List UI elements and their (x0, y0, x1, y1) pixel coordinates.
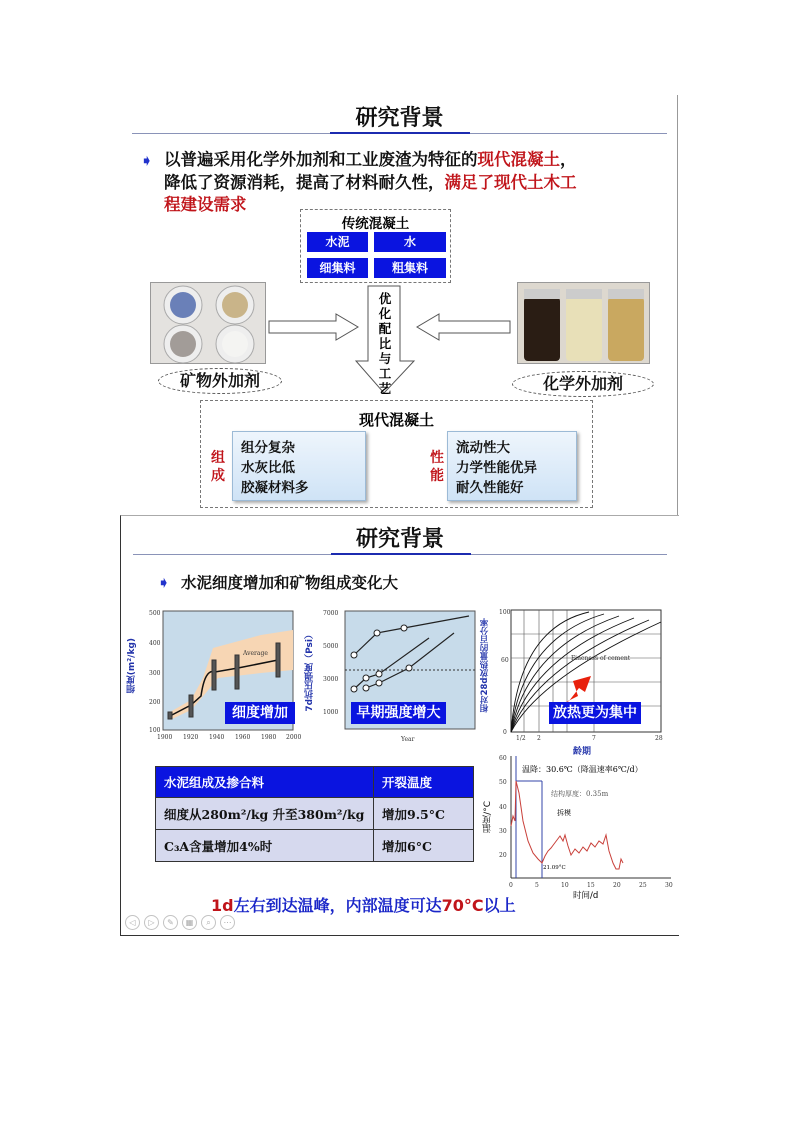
text-highlight: 70°C (441, 896, 484, 915)
chart-tag: 早期强度增大 (351, 702, 446, 724)
y-axis-label: 细度(m²/kg) (127, 638, 137, 694)
composition-list (232, 431, 366, 501)
x-tick: 1980 (261, 734, 277, 741)
text-highlight: 满足了现代土木工 (444, 172, 577, 192)
strength-chart (305, 608, 480, 748)
process-label: 优化配比与工艺 (378, 291, 392, 396)
zoom-icon[interactable]: ⌕ (201, 915, 216, 930)
list-item: 流动性大 (456, 440, 510, 456)
y-tick: 400 (149, 640, 161, 647)
x-axis-label: 时间/d (573, 891, 599, 901)
chemical-admixture-label: 化学外加剂 (512, 371, 654, 397)
arrow-bullet-icon: ➧ (157, 573, 171, 592)
list-item: 组分复杂 (241, 440, 295, 456)
y-tick: 30 (499, 828, 507, 835)
text: 降低了资源消耗，提高了材料耐久性， (164, 172, 445, 192)
x-tick: 2000 (286, 734, 302, 741)
header-cell: 水泥组成及掺合料 (156, 767, 374, 798)
divider-accent (330, 132, 470, 134)
y-axis-label: 7d抗压强度（Psi） (305, 630, 315, 712)
slide-title: 研究背景 (355, 527, 444, 552)
header-cell: 开裂温度 (374, 767, 474, 798)
x-tick: 30 (665, 882, 673, 889)
demold-label: 拆模 (557, 809, 571, 817)
performance-list (447, 431, 577, 501)
x-tick: 1940 (209, 734, 225, 741)
x-tick: 5 (535, 882, 539, 889)
slide-2 (120, 515, 679, 936)
y-tick: 7000 (323, 610, 339, 617)
bullet-text (164, 149, 674, 217)
list-item: 力学性能优异 (456, 460, 537, 476)
temperature-chart (481, 751, 676, 901)
fineness-chart (127, 608, 313, 743)
composition-label: 组成 (211, 450, 225, 484)
text: 以普遍采用化学外加剂和工业废渣为特征的 (164, 150, 478, 169)
conclusion-text (211, 893, 516, 916)
y-tick: 100 (149, 727, 161, 734)
arrow-bullet-icon: ➧ (140, 151, 154, 170)
cell-cement: 水泥 (307, 232, 368, 252)
text-highlight: 1d (211, 896, 234, 915)
y-tick: 0 (503, 729, 507, 736)
y-tick: 50 (499, 779, 507, 786)
mineral-admixture-label: 矿物外加剂 (158, 368, 282, 394)
thickness-label: 结构厚度：0.35m (551, 790, 609, 798)
y-tick: 40 (499, 804, 507, 811)
list-item: 水灰比低 (241, 460, 295, 476)
slide-border (677, 95, 678, 515)
min-temp-label: 21.09°C (543, 865, 566, 871)
pen-icon[interactable]: ✎ (163, 915, 178, 930)
previous-icon[interactable]: ◁ (125, 915, 140, 930)
slideshow-toolbar (125, 915, 235, 930)
x-tick: 1/2 (516, 735, 526, 742)
more-icon[interactable]: ⋯ (220, 915, 235, 930)
temp-drop-label: 温降：30.6℃（降温速率6℃/d） (522, 765, 643, 774)
x-tick: 2 (537, 735, 541, 742)
table-row (156, 798, 474, 830)
box-title: 现代混凝土 (358, 411, 434, 429)
slides-icon[interactable]: ▦ (182, 915, 197, 930)
bullet-text: 水泥细度增加和矿物组成变化大 (181, 574, 399, 592)
y-tick: 500 (149, 610, 161, 617)
x-tick: 10 (561, 882, 569, 889)
arrow-right-icon (268, 313, 360, 341)
text-highlight: 现代混凝土 (477, 150, 560, 169)
modern-concrete-box (200, 400, 593, 508)
x-axis-label: 龄期 (573, 747, 592, 757)
y-tick: 200 (149, 699, 161, 706)
x-tick: 20 (613, 882, 621, 889)
performance-label: 性能 (430, 450, 444, 484)
x-tick: 0 (509, 882, 513, 889)
mineral-admixture-photo (150, 282, 266, 364)
text: 左右到达温峰，内部温度可达 (233, 896, 442, 915)
arrow-left-icon (415, 313, 511, 341)
y-tick: 5000 (323, 643, 339, 650)
cell: 增加9.5°C (374, 798, 474, 830)
y-tick: 300 (149, 670, 161, 677)
y-tick: 100 (499, 609, 511, 616)
cell: 细度从280m²/kg 升至380m²/kg (156, 798, 374, 830)
list-item: 胶凝材料多 (241, 480, 309, 496)
x-tick: 15 (587, 882, 595, 889)
slide-title: 研究背景 (355, 106, 444, 131)
y-axis-label: 温度/°C (483, 801, 493, 833)
cell-fine-aggregate: 细集料 (307, 258, 368, 278)
y-tick: 60 (501, 657, 509, 664)
chart-tag: 放热更为集中 (549, 702, 641, 724)
chemical-admixture-photo (517, 282, 650, 364)
x-tick: 28 (655, 735, 663, 742)
traditional-concrete-box (300, 209, 451, 283)
x-axis-label: Year (401, 736, 415, 743)
table-header (156, 767, 474, 798)
next-icon[interactable]: ▷ (144, 915, 159, 930)
heat-release-chart (480, 608, 667, 758)
table-row (156, 830, 474, 862)
chart-tag: 细度增加 (225, 702, 295, 724)
cell: C₃A含量增加4%时 (156, 830, 374, 862)
divider-accent (331, 553, 471, 555)
annotation: Fineness of cement (571, 655, 631, 662)
x-tick: 25 (639, 882, 647, 889)
cell-coarse-aggregate: 粗集料 (374, 258, 446, 278)
x-tick: 1900 (157, 734, 173, 741)
y-tick: 1000 (323, 709, 339, 716)
text: 以上 (483, 896, 516, 915)
cracking-temperature-table (155, 766, 474, 862)
y-tick: 20 (499, 852, 507, 859)
list-item: 耐久性能好 (456, 480, 524, 496)
text-highlight: 程建设需求 (164, 195, 247, 214)
box-title: 传统混凝土 (341, 216, 410, 232)
y-axis-label: 相对28d放热量的百分率 (480, 618, 490, 713)
y-tick: 3000 (323, 676, 339, 683)
x-tick: 7 (592, 735, 596, 742)
x-tick: 1960 (235, 734, 251, 741)
cell: 增加6°C (374, 830, 474, 862)
cell-water: 水 (374, 232, 446, 252)
avg-label: Average (243, 650, 268, 657)
y-tick: 60 (499, 755, 507, 762)
slide-1 (120, 95, 679, 515)
x-tick: 1920 (183, 734, 199, 741)
text: ， (560, 150, 577, 169)
